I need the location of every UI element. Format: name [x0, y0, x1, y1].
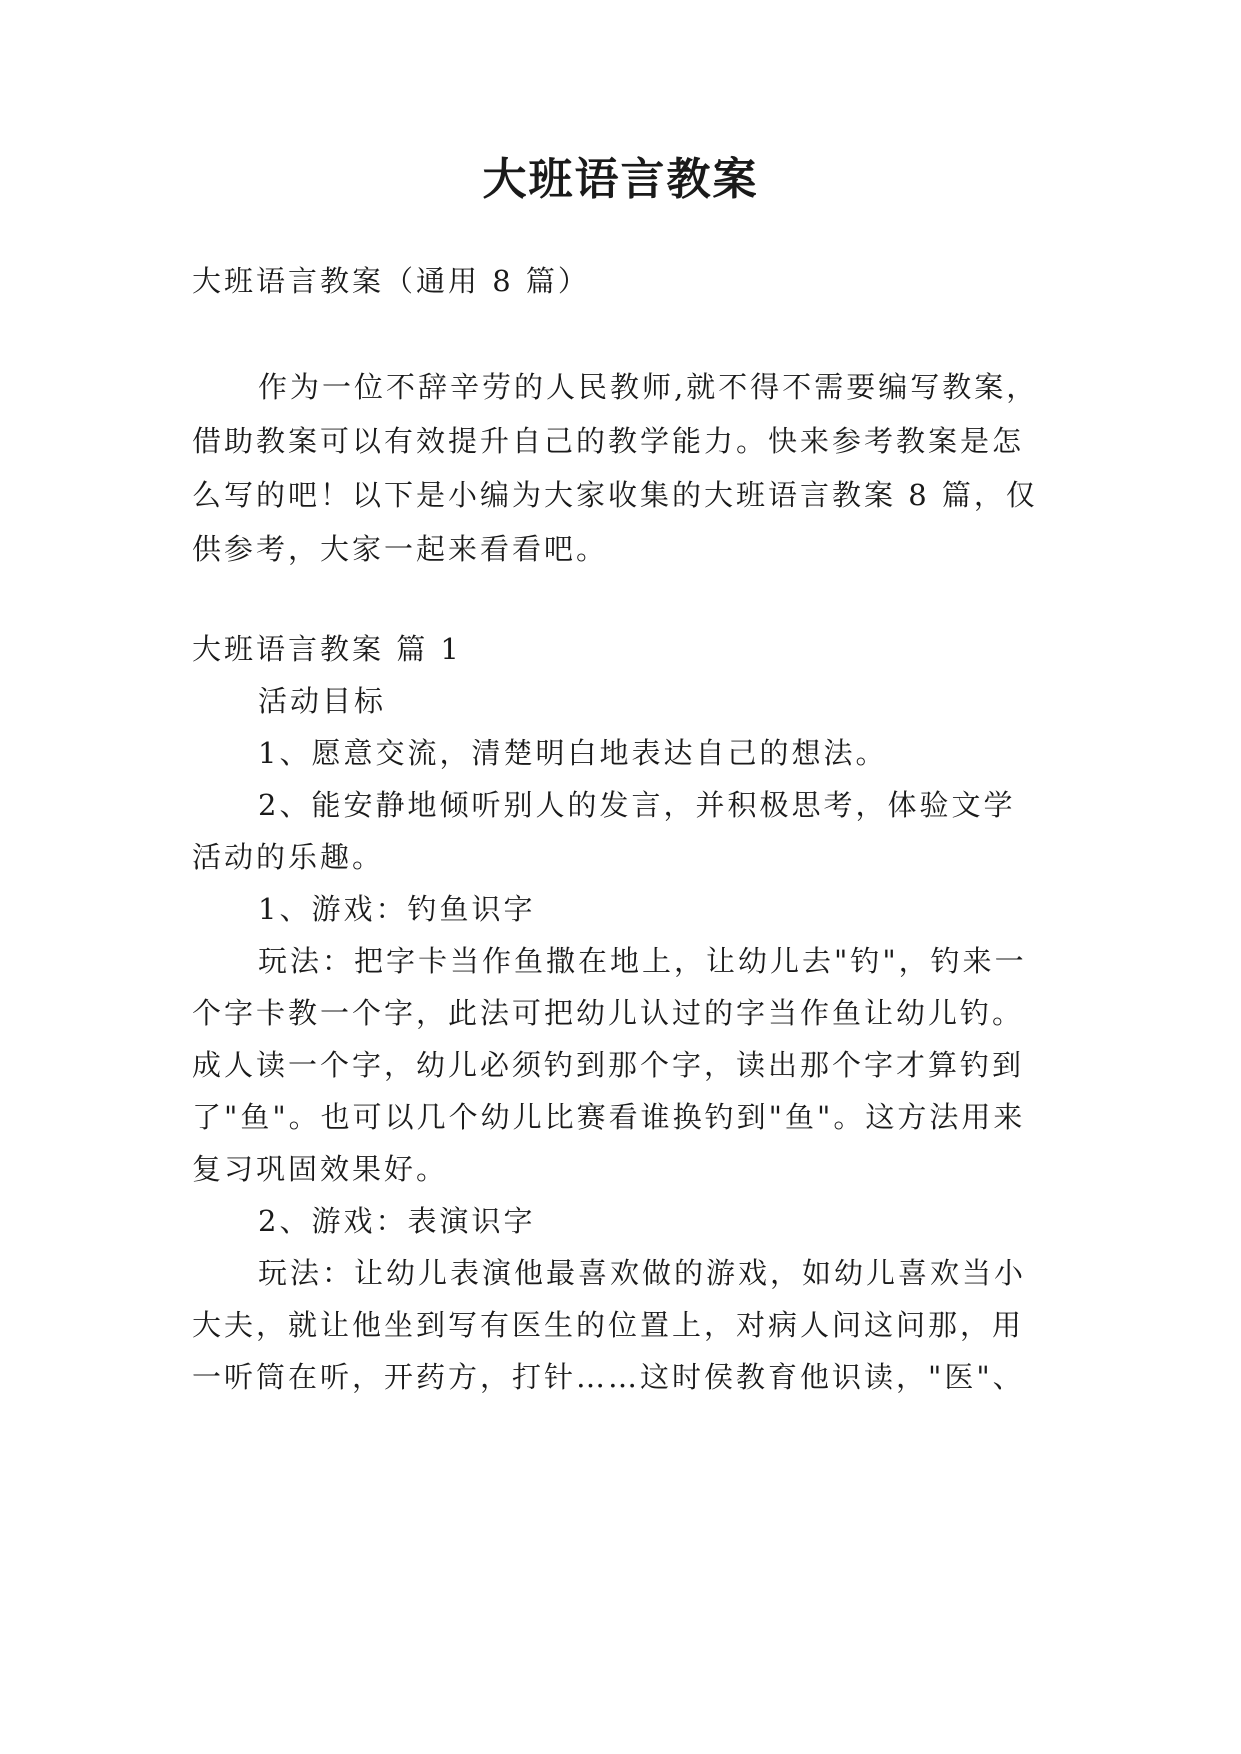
- game-2-line-1: 玩法：让幼儿表演他最喜欢做的游戏，如幼儿喜欢当小: [258, 1256, 1027, 1290]
- game-2-line-3: 一听筒在听，开药方，打针……这时侯教育他识读，"医"、: [192, 1360, 1025, 1394]
- game-1-line-1: 玩法：把字卡当作鱼撒在地上，让幼儿去"钓"，钓来一: [258, 944, 1027, 978]
- intro-line-2: 借助教案可以有效提升自己的教学能力。快来参考教案是怎: [192, 424, 1025, 458]
- game-2-line-2: 大夫，就让他坐到写有医生的位置上，对病人问这问那，用: [192, 1308, 1025, 1342]
- game-1-line-3: 成人读一个字，幼儿必须钓到那个字，读出那个字才算钓到: [192, 1048, 1025, 1082]
- game-1-line-5: 复习巩固效果好。: [192, 1152, 449, 1186]
- goal-heading: 活动目标: [258, 684, 387, 718]
- intro-line-1: 作为一位不辞辛劳的人民教师,就不得不需要编写教案，: [258, 370, 1039, 404]
- section-heading: 大班语言教案 篇 1: [192, 632, 462, 666]
- intro-line-3: 么写的吧！以下是小编为大家收集的大班语言教案 8 篇，仅: [192, 478, 1038, 512]
- goal-1: 1、愿意交流，清楚明白地表达自己的想法。: [258, 736, 888, 770]
- game-1-heading: 1、游戏：钓鱼识字: [258, 892, 536, 926]
- document-title: 大班语言教案: [482, 154, 759, 205]
- game-2-heading: 2、游戏：表演识字: [258, 1204, 536, 1238]
- game-1-line-4: 了"鱼"。也可以几个幼儿比赛看谁换钓到"鱼"。这方法用来: [192, 1100, 1026, 1134]
- game-1-line-2: 个字卡教一个字，此法可把幼儿认过的字当作鱼让幼儿钓。: [192, 996, 1025, 1030]
- document-subtitle: 大班语言教案（通用 8 篇）: [192, 264, 590, 298]
- intro-line-4: 供参考，大家一起来看看吧。: [192, 532, 609, 566]
- goal-2-line-1: 2、能安静地倾听别人的发言，并积极思考，体验文学: [258, 788, 1016, 822]
- goal-2-line-2: 活动的乐趣。: [192, 840, 385, 874]
